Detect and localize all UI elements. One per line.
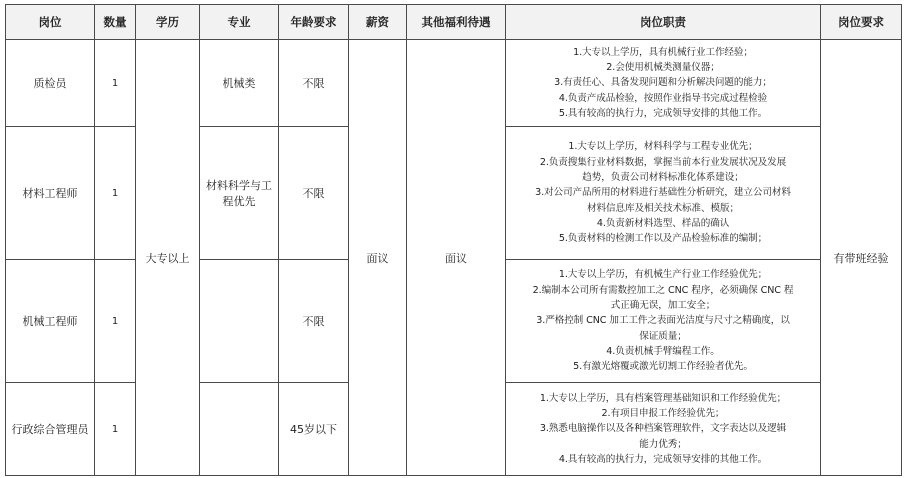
header-requirement: 岗位要求 [821, 5, 902, 40]
table-row [6, 40, 902, 127]
header-benefits: 其他福利待遇 [407, 5, 506, 40]
duties-cell [506, 383, 821, 476]
header-row [6, 5, 902, 40]
duty-line: 趋势，负责公司材料标准化体系建设； [582, 172, 744, 184]
major-cell [200, 260, 279, 383]
count-cell: 1 [95, 383, 136, 476]
position-cell: 材料工程师 [6, 127, 95, 260]
header-education: 学历 [136, 5, 200, 40]
duty-line: 2.负责搜集行业材料数据，掌握当前本行业发展状况及发展 [539, 156, 787, 168]
education-cell: 大专以上 [136, 40, 200, 476]
count-cell: 1 [95, 127, 136, 260]
duty-line: 1.大专以上学历，材料科学与工程专业优先； [568, 141, 758, 153]
duty-line: 3.严格控制 CNC 加工工件之表面光洁度与尺寸之精确度，以 [536, 315, 790, 327]
duty-line: 1.大专以上学历，具有档案管理基础知识和工作经验优先； [539, 392, 787, 404]
duty-line: 3.熟悉电脑操作以及各种档案管理软件，文字表达以及逻辑 [539, 423, 787, 435]
header-position: 岗位 [6, 5, 95, 40]
benefits-cell: 面议 [407, 40, 506, 476]
duty-line: 保证质量； [639, 330, 687, 342]
position-cell: 质检员 [6, 40, 95, 127]
header-major: 专业 [200, 5, 279, 40]
duties-cell [506, 127, 821, 260]
duty-line: 5.具有较高的执行力，完成领导安排的其他工作。 [558, 107, 768, 119]
duty-line: 1.大专以上学历，有机械生产行业工作经验优先； [558, 269, 768, 281]
duty-line: 4.负责产成品检验，按照作业指导书完成过程检验 [558, 92, 768, 104]
age-cell: 45岁以下 [279, 383, 349, 476]
duties-cell [506, 40, 821, 127]
duty-line: 2.会使用机械类测量仪器； [606, 62, 720, 74]
duty-line: 1.大专以上学历，具有机械行业工作经验； [573, 46, 753, 58]
salary-cell: 面议 [349, 40, 407, 476]
major-cell [200, 383, 279, 476]
header-count: 数量 [95, 5, 136, 40]
duty-line: 4.负责机械手臂编程工作。 [606, 345, 720, 357]
duty-line: 材料信息库及相关技术标准、模版； [587, 202, 739, 214]
position-cell: 机械工程师 [6, 260, 95, 383]
duty-line: 2.有项目申报工作经验优先； [601, 408, 725, 420]
duty-line: 5.负责材料的检测工作以及产品检验标准的编制； [558, 233, 768, 245]
job-table [5, 4, 902, 476]
duty-line: 5.有激光熔覆或激光切割工作经验者优先。 [573, 361, 753, 373]
major-cell: 材料科学与工程优先 [200, 127, 279, 260]
age-cell: 不限 [279, 260, 349, 383]
header-duties: 岗位职责 [506, 5, 821, 40]
duty-line: 3.有责任心、具备发现问题和分析解决问题的能力； [554, 77, 772, 89]
header-salary: 薪资 [349, 5, 407, 40]
header-age: 年龄要求 [279, 5, 349, 40]
count-cell: 1 [95, 260, 136, 383]
duty-line: 2.编制本公司所有需数控加工之 CNC 程序，必须确保 CNC 程 [532, 284, 794, 296]
duty-line: 4.负责新材料选型、样品的确认 [596, 217, 730, 229]
position-cell: 行政综合管理员 [6, 383, 95, 476]
duty-line: 4.具有较高的执行力，完成领导安排的其他工作。 [558, 453, 768, 465]
duty-line: 式正确无误，加工安全； [610, 300, 716, 312]
duties-cell [506, 260, 821, 383]
age-cell: 不限 [279, 127, 349, 260]
age-cell: 不限 [279, 40, 349, 127]
requirement-cell: 有带班经验 [821, 40, 902, 476]
duty-line: 能力优秀； [639, 438, 687, 450]
major-cell: 机械类 [200, 40, 279, 127]
duty-line: 3.对公司产品所用的材料进行基础性分析研究，建立公司材料 [535, 187, 791, 199]
count-cell: 1 [95, 40, 136, 127]
